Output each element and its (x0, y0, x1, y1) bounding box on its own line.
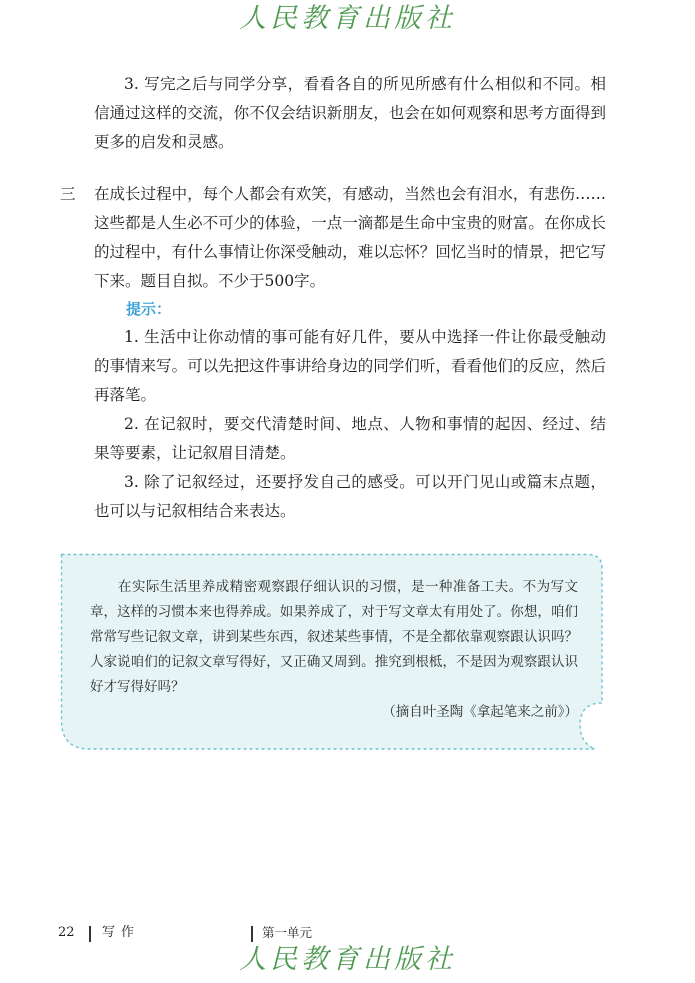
quote-text: 在实际生活里养成精密观察跟仔细认识的习惯，是一种准备工夫。不为写文章，这样的习惯本来也得养成。如果养成了，对于写文章太有用处了。你想，咱们常常写些记叙文章，讲到某些东西，叙述某些事情，不是全都依靠观察跟认识吗？人家说咱们的记叙文章写得好，又正确又周到。推究到根柢，不是因为观察跟认识好才写得好吗？ (90, 579, 578, 695)
quote-source: （摘自叶圣陶《拿起笔来之前》） (382, 704, 578, 720)
tip-item-1: 1. 生活中让你动情的事可能有好几件，要从中选择一件让你最受触动的事情来写。可以先把这件事讲给身边的同学们听，看看他们的反应，然后再落笔。 (94, 328, 606, 404)
quote-box (60, 553, 604, 751)
tip-item-2: 2. 在记叙时，要交代清楚时间、地点、人物和事情的起因、经过、结果等要素，让记叙眉目清楚。 (94, 415, 606, 462)
publisher-logo-top: 人民教育出版社 (239, 3, 456, 34)
section3-number: 三 (60, 185, 76, 203)
footer-unit: 第一单元 (262, 925, 313, 940)
section3-prompt: 在成长过程中，每个人都会有欢笑，有感动，当然也会有泪水，有悲伤……这些都是人生必不可少的体验，一点一滴都是生命中宝贵的财富。在你成长的过程中，有什么事情让你深受触动，难以忘怀？回忆当时的情景，把它写下来。题目自拟。不少于500字。 (94, 185, 606, 290)
footer-page-number: 22 (58, 925, 75, 940)
section2-item3-paragraph: 3. 写完之后与同学分享，看看各自的所见所感有什么相似和不同。相信通过这样的交流，你不仅会结识新朋友，也会在如何观察和思考方面得到更多的启发和灵感。 (94, 75, 606, 151)
tip-item-3: 3. 除了记叙经过，还要抒发自己的感受。可以开门见山或篇末点题，也可以与记叙相结合来表达。 (94, 473, 606, 520)
publisher-logo-bottom: 人民教育出版社 (239, 944, 456, 975)
footer-divider-right (251, 926, 253, 942)
tips-label: 提示： (126, 300, 172, 318)
footer-section-title: 写作 (102, 925, 141, 940)
footer-divider-left (89, 926, 91, 942)
